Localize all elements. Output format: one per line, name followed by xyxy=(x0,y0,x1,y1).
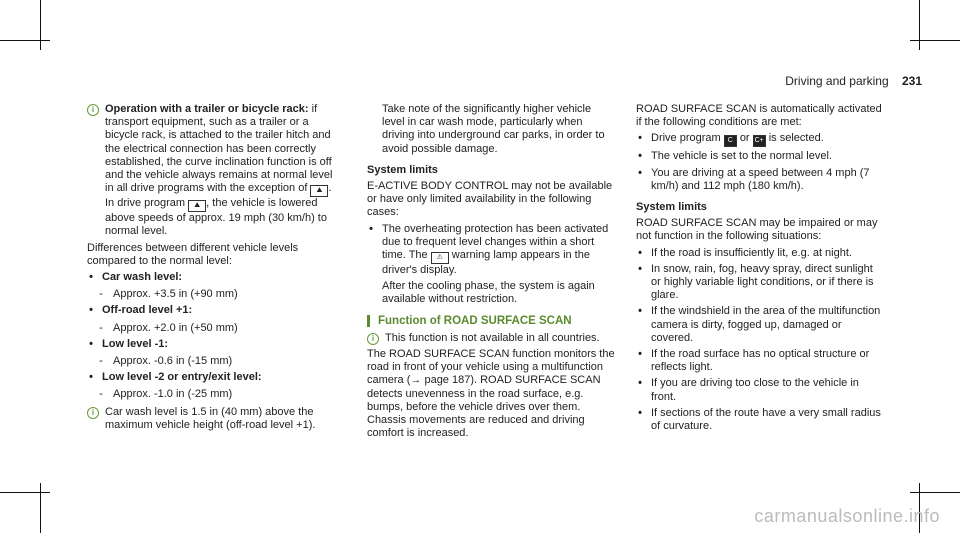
info-icon: i xyxy=(367,333,379,345)
note-lead: if xyxy=(311,103,318,115)
system-limits-body: ROAD SURFACE SCAN may be impaired or may not function in the following situations: xyxy=(636,217,878,243)
crop-mark xyxy=(40,0,41,50)
page-header xyxy=(785,74,922,88)
section-heading: Function of ROAD SURFACE SCAN xyxy=(367,315,615,328)
system-limits-heading: System limits xyxy=(636,201,707,214)
comfort-program-icon: C xyxy=(724,135,737,147)
crop-mark xyxy=(0,492,50,493)
system-limits-body: E-ACTIVE BODY CONTROL may not be available or have only limited availability in the following cases: xyxy=(367,180,613,219)
list-item: • Low level -2 or entry/exit level: xyxy=(89,371,262,384)
list-item: • If sections of the route have a very small radius of curvature. xyxy=(638,406,881,433)
column-2 xyxy=(367,103,615,440)
column-3 xyxy=(636,103,884,433)
note-body-2: . In drive program xyxy=(105,182,332,210)
crop-mark xyxy=(0,40,50,41)
road-surface-scan-body: The ROAD SURFACE SCAN function monitors the road in front of your vehicle using a multifunction camera (→ page 187). ROAD SURFACE SCAN detects unevenness in the road surface, e.g. bumps, before the vehicle drives over them. Chassis movements are reduced and driving comfort is increased. xyxy=(367,348,615,440)
activation-intro: ROAD SURFACE SCAN is automatically activated if the following conditions are met: xyxy=(636,103,882,129)
list-item-value: - Approx. +2.0 in (+50 mm) xyxy=(99,321,238,334)
system-limits-heading: System limits xyxy=(367,163,438,176)
warning-lamp-icon: ⚠ xyxy=(431,252,449,264)
note-car-wash xyxy=(87,406,335,432)
note-title: Operation with a trailer or bicycle rack: xyxy=(105,103,309,115)
crop-mark xyxy=(40,483,41,533)
page-number: 231 xyxy=(901,74,922,88)
list-item: • You are driving at a speed between 4 mph (7 km/h) and 112 mph (180 km/h). xyxy=(638,166,870,192)
info-icon: i xyxy=(87,407,99,419)
level-list xyxy=(87,271,335,402)
column-1 xyxy=(87,103,335,432)
note-availability: i This function is not available in all countries. xyxy=(367,332,615,345)
crop-mark xyxy=(919,0,920,50)
crop-mark xyxy=(910,40,960,41)
list-item-value: - Approx. +3.5 in (+90 mm) xyxy=(99,288,238,301)
list-item-value: - Approx. -1.0 in (-25 mm) xyxy=(99,388,233,401)
after-cooling: After the cooling phase, the system is again available without restriction. xyxy=(382,280,595,306)
note-body-3: , the vehicle is lowered above speeds of approx. 19 mph (30 km/h) to normal level. xyxy=(105,197,327,238)
car-wash-warning: Take note of the significantly higher vehicle level in car wash mode, particularly when driving into underground car parks, in order to avoid possible damage. xyxy=(382,103,605,155)
diff-intro: Differences between different vehicle levels compared to the normal level: xyxy=(87,241,299,267)
offroad-program-icon: ⛰ xyxy=(310,185,328,197)
offroad-program-icon: ⛰ xyxy=(188,200,206,212)
note-body: Car wash level is 1.5 in (40 mm) above the maximum vehicle height (off-road level +1). xyxy=(105,405,316,431)
info-icon: i xyxy=(87,104,99,116)
note-trailer xyxy=(87,103,335,239)
list-item: • In snow, rain, fog, heavy spray, direct sunlight or highly variable light conditions, or if there is glare. xyxy=(638,262,874,302)
list-item: • Low level -1: xyxy=(89,337,169,350)
list-item: • If the road is insufficiently lit, e.g. at night. xyxy=(638,246,852,259)
list-item: • Car wash level: xyxy=(89,271,183,284)
crop-mark xyxy=(910,492,960,493)
note-body: transport equipment, such as a trailer or a bicycle rack, is attached to the trailer hitch and the electrical connection has been correctly established, the curve inclination function is off and the vehicle always remains at normal level in all drive programs with the exception of xyxy=(105,116,333,195)
list-item: • The overheating protection has been activated due to frequent level changes within a short time. The ⚠ warning lamp appears in the driver's display. xyxy=(369,222,609,277)
watermark: carmanualsonline.info xyxy=(754,506,940,526)
list-item: • Off-road level +1: xyxy=(89,304,193,317)
list-item-value: - Approx. -0.6 in (-15 mm) xyxy=(99,355,233,368)
comfort-plus-program-icon: C+ xyxy=(753,135,766,147)
list-item: • The vehicle is set to the normal level. xyxy=(638,150,832,163)
list-item: • If the windshield in the area of the multifunction camera is dirty, fogged up, damaged or covered. xyxy=(638,305,881,344)
list-item: • If you are driving too close to the vehicle in front. xyxy=(638,377,859,403)
list-item: • If the road surface has no optical structure or reflects light. xyxy=(638,348,870,374)
list-item: • Drive program C or C+ is selected. xyxy=(636,132,884,147)
section-title: Driving and parking xyxy=(785,74,889,88)
